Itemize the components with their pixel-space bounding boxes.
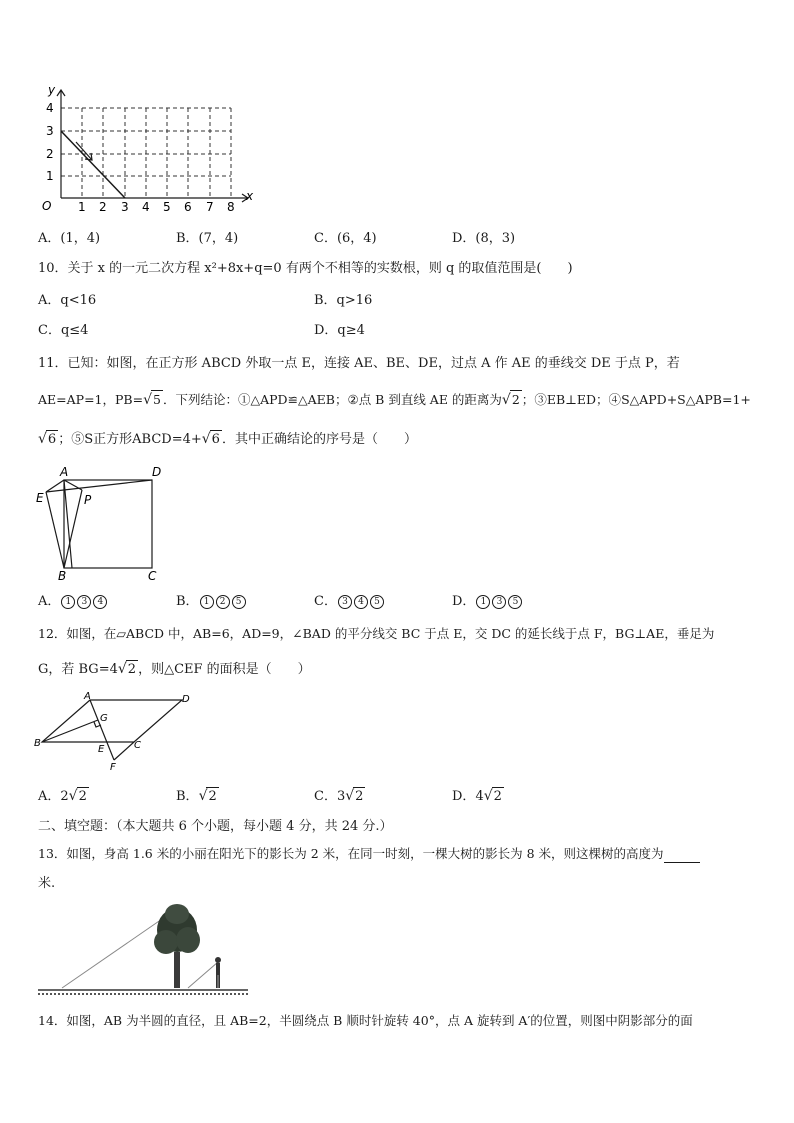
q12-question: ，则△CEF 的面积是（ ） — [138, 662, 311, 677]
q11-conclusion-3-mark: ③ — [534, 392, 547, 407]
section-fill-in-heading: 二、填空题：（本大题共 6 个小题，每小题 4 分，共 24 分.） — [38, 819, 393, 834]
y-tick-1: 1 — [46, 169, 54, 183]
q12-option-a[interactable]: A．2√2 — [38, 788, 87, 804]
q11-option-d[interactable]: D． 1 3 5 — [452, 593, 523, 611]
origin-label: O — [42, 199, 52, 213]
q11-c5-radicand: 6 — [211, 432, 220, 447]
q11-conclusion-5-mark: ⑤ — [71, 432, 85, 447]
fig12-label-f: F — [110, 762, 116, 772]
q11-line1: 11．已知：如图，在正方形 ABCD 外取一点 E，连接 AE、BE、DE，过点 A 作 AE 的垂线交 DE 于点 P，若 — [38, 356, 680, 371]
fig11-label-c: C — [148, 569, 157, 583]
q11-conclusions-intro: ．下列结论： — [162, 392, 238, 407]
q11-conclusion-1: △APD≌△AEB； — [250, 392, 348, 407]
tree-icon — [154, 904, 200, 988]
coordinate-grid-figure — [36, 80, 266, 220]
fig12-label-d: D — [182, 694, 190, 705]
y-tick-2: 2 — [46, 147, 54, 161]
q11-conclusion-5: S正方形ABCD=4+ — [84, 432, 202, 447]
x-tick-7: 7 — [206, 200, 214, 214]
parallelogram-figure — [34, 690, 204, 772]
q12-bg-coef: 4 — [109, 662, 118, 677]
q12-bg-radicand: 2 — [127, 662, 137, 677]
fig12-label-e: E — [98, 744, 105, 755]
q11-option-b[interactable]: B． 1 2 5 — [176, 593, 247, 611]
x-tick-8: 8 — [227, 200, 235, 214]
y-axis-label: y — [48, 83, 56, 97]
fig12-label-b: B — [34, 738, 41, 749]
q11-given: AE=AP=1，PB= — [38, 392, 144, 407]
q12-line2: G，若 BG=4√2 ，则△CEF 的面积是（ ） — [38, 661, 311, 677]
q11-conclusion-2-mark: ② — [347, 392, 359, 407]
q9-option-c[interactable]: C．(6，4) — [314, 231, 377, 246]
q11-c4-radicand: 6 — [47, 432, 57, 447]
fig11-label-e: E — [36, 491, 44, 505]
q12-option-b[interactable]: B．√2 — [176, 788, 217, 804]
q11-line2: AE=AP=1，PB=√5 ．下列结论：①△APD≌△AEB；②点 B 到直线 AE 的距离为√2 ；③EB⊥ED；④S△APD+S△APB=1+ — [38, 392, 751, 408]
q9-option-d[interactable]: D．(8，3) — [452, 231, 516, 246]
x-tick-4: 4 — [142, 200, 150, 214]
square-abcd-figure — [36, 462, 176, 584]
q11-option-c[interactable]: C． 3 4 5 — [314, 593, 385, 611]
q12-line1: 12．如图，在▱ABCD 中，AB=6，AD=9，∠BAD 的平分线交 BC 于点 E，交 DC 的延长线于点 F，BG⊥AE，垂足为 — [38, 626, 715, 641]
q10-option-d[interactable]: D．q≥4 — [314, 323, 365, 338]
x-tick-3: 3 — [121, 200, 129, 214]
q10-option-b[interactable]: B．q>16 — [314, 293, 373, 308]
fig12-label-g: G — [100, 713, 108, 724]
q11-pb-radicand: 5 — [152, 392, 161, 407]
x-tick-5: 5 — [163, 200, 171, 214]
q11-conclusion-2: 点 B 到直线 AE 的距离为 — [358, 392, 502, 407]
q10-stem: 10．关于 x 的一元二次方程 x²+8x+q=0 有两个不相等的实数根，则 q 的取值范围是( ) — [38, 261, 573, 276]
x-tick-1: 1 — [78, 200, 86, 214]
q11-question: ．其中正确结论的序号是（ ） — [221, 432, 417, 447]
q11-conclusion-4-mark: ④ — [608, 392, 622, 407]
q13-line2: 米. — [38, 876, 56, 891]
q11-option-a[interactable]: A． 1 3 4 — [38, 593, 108, 611]
q9-option-b[interactable]: B．(7，4) — [176, 231, 239, 246]
fig12-label-c: C — [134, 740, 141, 751]
q13-line1: 13．如图，身高 1.6 米的小丽在阳光下的影长为 2 米，在同一时刻，一棵大树的影长为 8 米，则这棵树的高度为 — [38, 845, 700, 863]
x-axis-label: x — [246, 189, 254, 203]
q10-option-c[interactable]: C．q≤4 — [38, 323, 89, 338]
x-tick-2: 2 — [99, 200, 107, 214]
q10-option-a[interactable]: A．q<16 — [38, 293, 97, 308]
q11-conclusion-3: EB⊥ED； — [546, 392, 609, 407]
q11-conclusion-4: S△APD+S△APB=1+ — [621, 392, 751, 407]
fig11-label-b: B — [58, 569, 67, 583]
q13-answer-blank[interactable] — [664, 850, 700, 863]
q9-option-a[interactable]: A．(1，4) — [38, 231, 101, 246]
fig11-label-a: A — [60, 465, 69, 479]
q11-line3: √6 ；⑤S正方形ABCD=4+√6 ．其中正确结论的序号是（ ） — [38, 431, 417, 447]
q14-line1: 14．如图，AB 为半圆的直径，且 AB=2，半圆绕点 B 顺时针旋转 40°，点 A 旋转到 A′的位置，则图中阴影部分的面 — [38, 1013, 693, 1028]
y-tick-4: 4 — [46, 101, 54, 115]
q12-given: G，若 BG= — [38, 662, 110, 677]
y-tick-3: 3 — [46, 124, 54, 138]
fig11-label-p: P — [84, 493, 92, 507]
fig11-label-d: D — [152, 465, 162, 479]
x-tick-6: 6 — [184, 200, 192, 214]
q12-option-c[interactable]: C．3√2 — [314, 788, 364, 804]
q12-option-d[interactable]: D．4√2 — [452, 788, 502, 804]
q11-c2-radicand: 2 — [511, 392, 520, 407]
fig12-label-a: A — [84, 691, 91, 702]
q11-conclusion-1-mark: ① — [237, 392, 251, 407]
tree-shadow-figure — [38, 900, 250, 1000]
